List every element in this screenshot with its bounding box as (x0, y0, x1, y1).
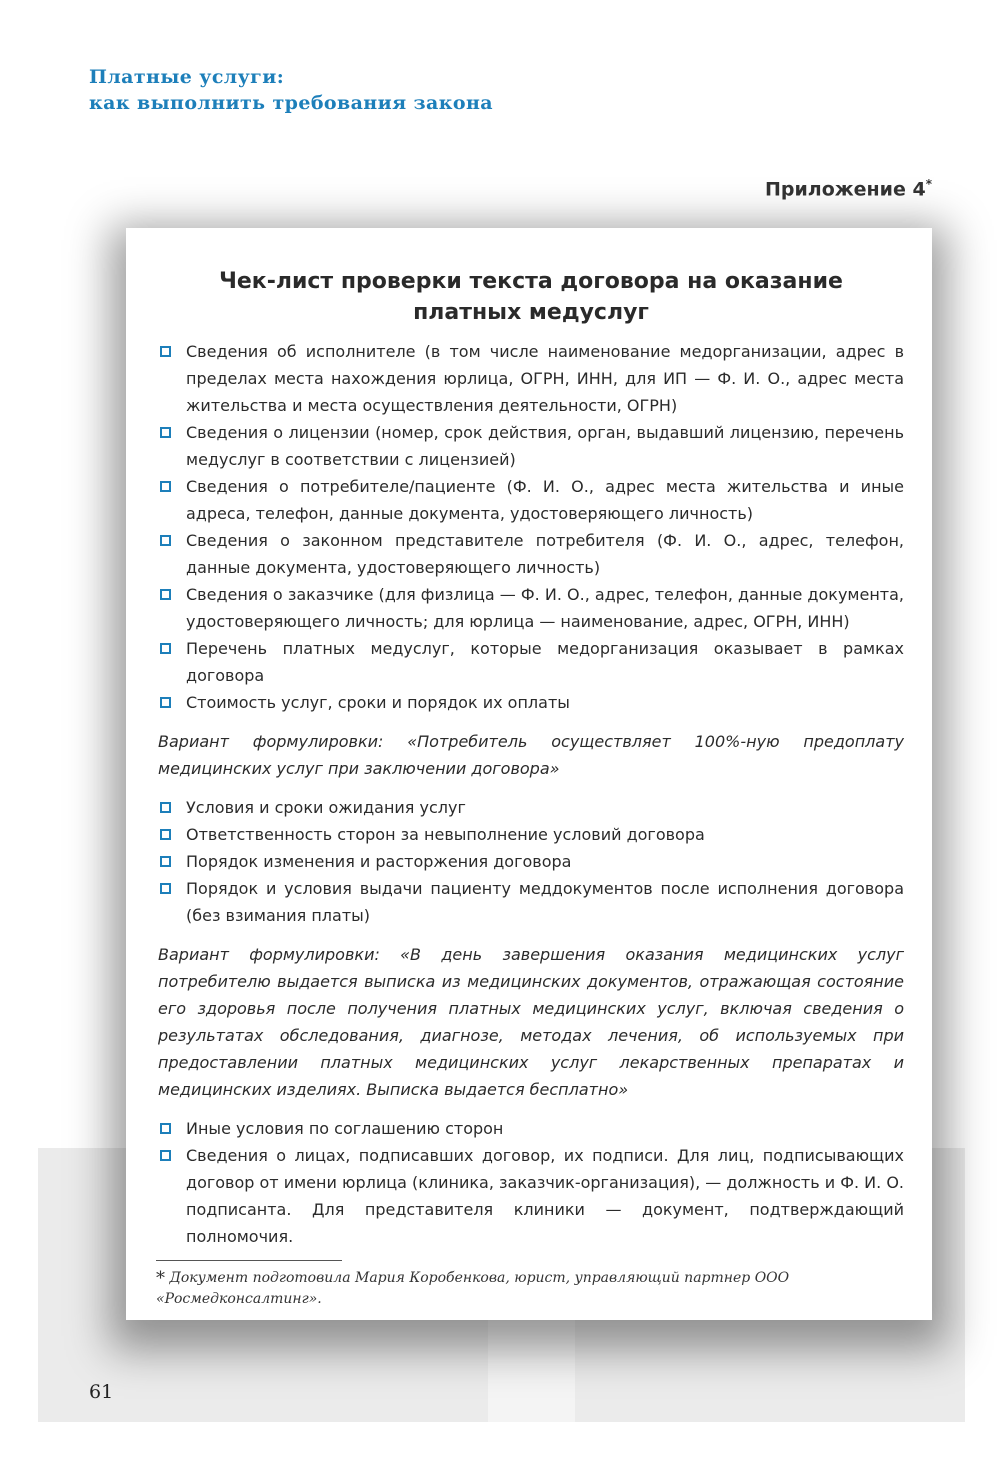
checkbox-icon[interactable] (160, 829, 171, 840)
checklist-item (158, 473, 904, 527)
checklist-item (158, 419, 904, 473)
checklist-item-text: Иные условия по соглашению сторон (186, 1119, 504, 1138)
checkbox-icon[interactable] (160, 856, 171, 867)
checklist-item-text: Стоимость услуг, сроки и порядок их оплаты (186, 693, 570, 712)
checklist-item-text: Ответственность сторон за невыполнение условий договора (186, 825, 705, 844)
checklist-group-2 (158, 794, 904, 929)
appendix-footnote-mark: * (925, 177, 932, 191)
checklist-item (158, 527, 904, 581)
checkbox-icon[interactable] (160, 1150, 171, 1161)
checklist-item-text: Сведения о лицах, подписавших договор, их подписи. Для лиц, подписывающих договор от имени юрлица (клиника, заказчик-организация), — должность и Ф. И. О. подписанта. Для представителя клиники — документ, подтверждающий полномочия. (186, 1146, 904, 1246)
checkbox-icon[interactable] (160, 1123, 171, 1134)
header-line-2: как выполнить требования закона (89, 92, 493, 114)
checklist-item (158, 338, 904, 419)
checklist-item (158, 581, 904, 635)
checklist-item (158, 821, 904, 848)
checklist-item (158, 635, 904, 689)
footnote-divider (156, 1260, 342, 1261)
checkbox-icon[interactable] (160, 697, 171, 708)
checkbox-icon[interactable] (160, 481, 171, 492)
checklist-item-text: Перечень платных медуслуг, которые медорганизация оказывает в рамках договора (186, 639, 904, 685)
page-number: 61 (89, 1381, 114, 1403)
footnote-mark: * (156, 1268, 165, 1289)
checklist-item-text: Сведения о потребителе/пациенте (Ф. И. О., адрес места жительства и иные адреса, телефон, данные документа, удостоверяющего личность) (186, 477, 904, 523)
checklist-item-text: Сведения об исполнителе (в том числе наименование медорганизации, адрес в пределах места нахождения юрлица, ОГРН, ИНН, для ИП — Ф. И. О., адрес места жительства и места осуществления деятельности, ОГРН) (186, 342, 904, 415)
checklist-item-text: Порядок и условия выдачи пациенту меддокументов после исполнения договора (без взимания платы) (186, 879, 904, 925)
checklist-group-3 (158, 1115, 904, 1250)
checklist-item-text: Порядок изменения и расторжения договора (186, 852, 572, 871)
title-line-1: Чек-лист проверки текста договора на оказание (219, 269, 843, 294)
footnote-text: Документ подготовила Мария Коробенкова, юрист, управляющий партнер ООО «Росмедконсалтинг». (156, 1270, 790, 1307)
checklist-item (158, 1142, 904, 1250)
wording-variant-2: Вариант формулировки: «В день завершения оказания медицинских услуг потребителю выдается выписка из медицинских документов, отражающая состояние его здоровья после получения платных медицинских услуг, включая сведения о результатах обследования, диагнозе, методах лечения, об используемых при предоставлении платных медицинских услуг лекарственных препаратах и медицинских изделиях. Выписка выдается бесплатно» (158, 945, 904, 1099)
appendix-text: Приложение 4 (764, 178, 926, 201)
checklist-group-1 (158, 338, 904, 716)
checkbox-icon[interactable] (160, 427, 171, 438)
checklist-item (158, 794, 904, 821)
checklist-title (158, 266, 904, 328)
checkbox-icon[interactable] (160, 535, 171, 546)
checklist-item (158, 1115, 904, 1142)
title-line-2: платных медуслуг (413, 300, 649, 325)
checklist-item (158, 875, 904, 929)
checklist-item (158, 848, 904, 875)
checkbox-icon[interactable] (160, 802, 171, 813)
checklist-item-text: Сведения о лицензии (номер, срок действия, орган, выдавший лицензию, перечень медуслуг в соответствии с лицензией) (186, 423, 904, 469)
checklist-card (126, 228, 932, 1320)
checkbox-icon[interactable] (160, 346, 171, 357)
checkbox-icon[interactable] (160, 589, 171, 600)
footnote (156, 1268, 891, 1310)
appendix-label (765, 177, 932, 200)
checkbox-icon[interactable] (160, 883, 171, 894)
running-header (89, 64, 493, 116)
checklist-item-text: Сведения о законном представителе потребителя (Ф. И. О., адрес, телефон, данные документа, удостоверяющего личность) (186, 531, 904, 577)
checkbox-icon[interactable] (160, 643, 171, 654)
checklist-content (158, 266, 904, 1250)
header-line-1: Платные услуги: (89, 66, 285, 88)
checklist-item-text: Условия и сроки ожидания услуг (186, 798, 466, 817)
checklist-item-text: Сведения о заказчике (для физлица — Ф. И. О., адрес, телефон, данные документа, удостоверяющего личность; для юрлица — наименование, адрес, ОГРН, ИНН) (186, 585, 904, 631)
wording-variant-1: Вариант формулировки: «Потребитель осуществляет 100%-ную предоплату медицинских услуг при заключении договора» (158, 732, 904, 778)
checklist-item (158, 689, 904, 716)
